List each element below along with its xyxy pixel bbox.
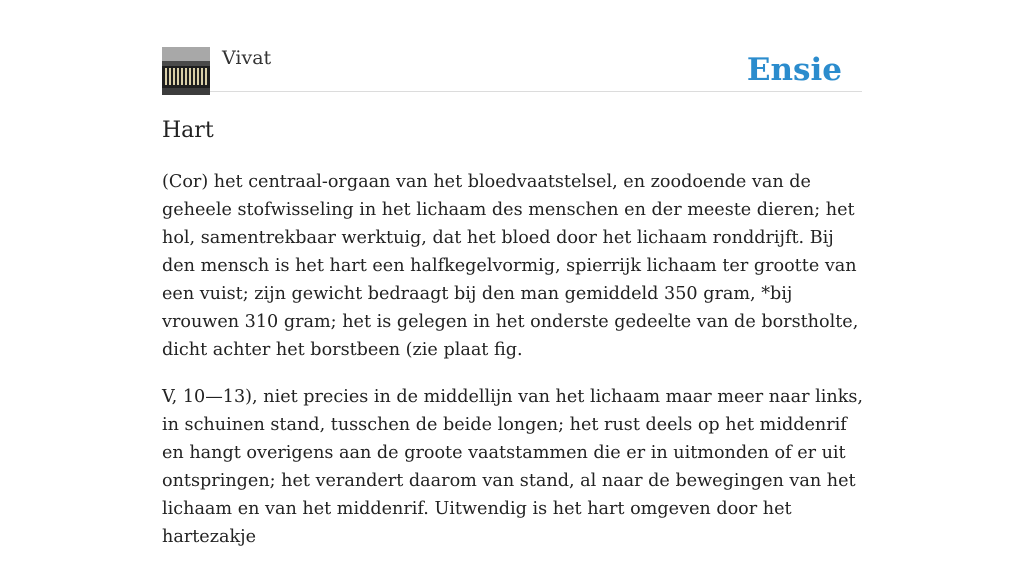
article-paragraph: (Cor) het centraal-orgaan van het bloedvaatstelsel, en zoodoende van de geheele stofwisseling in het lichaam des menschen en der meeste dieren; het hol, samentrekbaar werktuig, dat het bloed door het lichaam ronddrijft. Bij den mensch is het hart een halfkegelvormig, spierrijk lichaam ter grootte van een vuist; zijn gewicht bedraagt bij den man gemiddeld 350 gram, *bij vrouwen 310 gram; het is gelegen in het onderste gedeelte van de borstholte, dicht achter het borstbeen (zie plaat fig.	[162, 172, 859, 360]
brand-logo[interactable]: Ensie	[746, 52, 842, 88]
author-avatar[interactable]	[162, 47, 210, 95]
article-body	[162, 168, 864, 570]
article-title: Hart	[162, 118, 214, 143]
site-header	[162, 46, 862, 92]
article-paragraph: V, 10—13), niet precies in de middellijn van het lichaam maar meer naar links, in schuinen stand, tusschen de beide longen; het rust deels op het middenrif en hangt overigens aan de groote vaatstammen die er in uitmonden of er uit ontspringen; het verandert daarom van stand, al naar de bewegingen van het lichaam en van het middenrif. Uitwendig is het hart omgeven door het hartezakje	[162, 387, 863, 547]
typewriter-icon	[162, 47, 210, 95]
author-name[interactable]: Vivat	[222, 47, 272, 69]
